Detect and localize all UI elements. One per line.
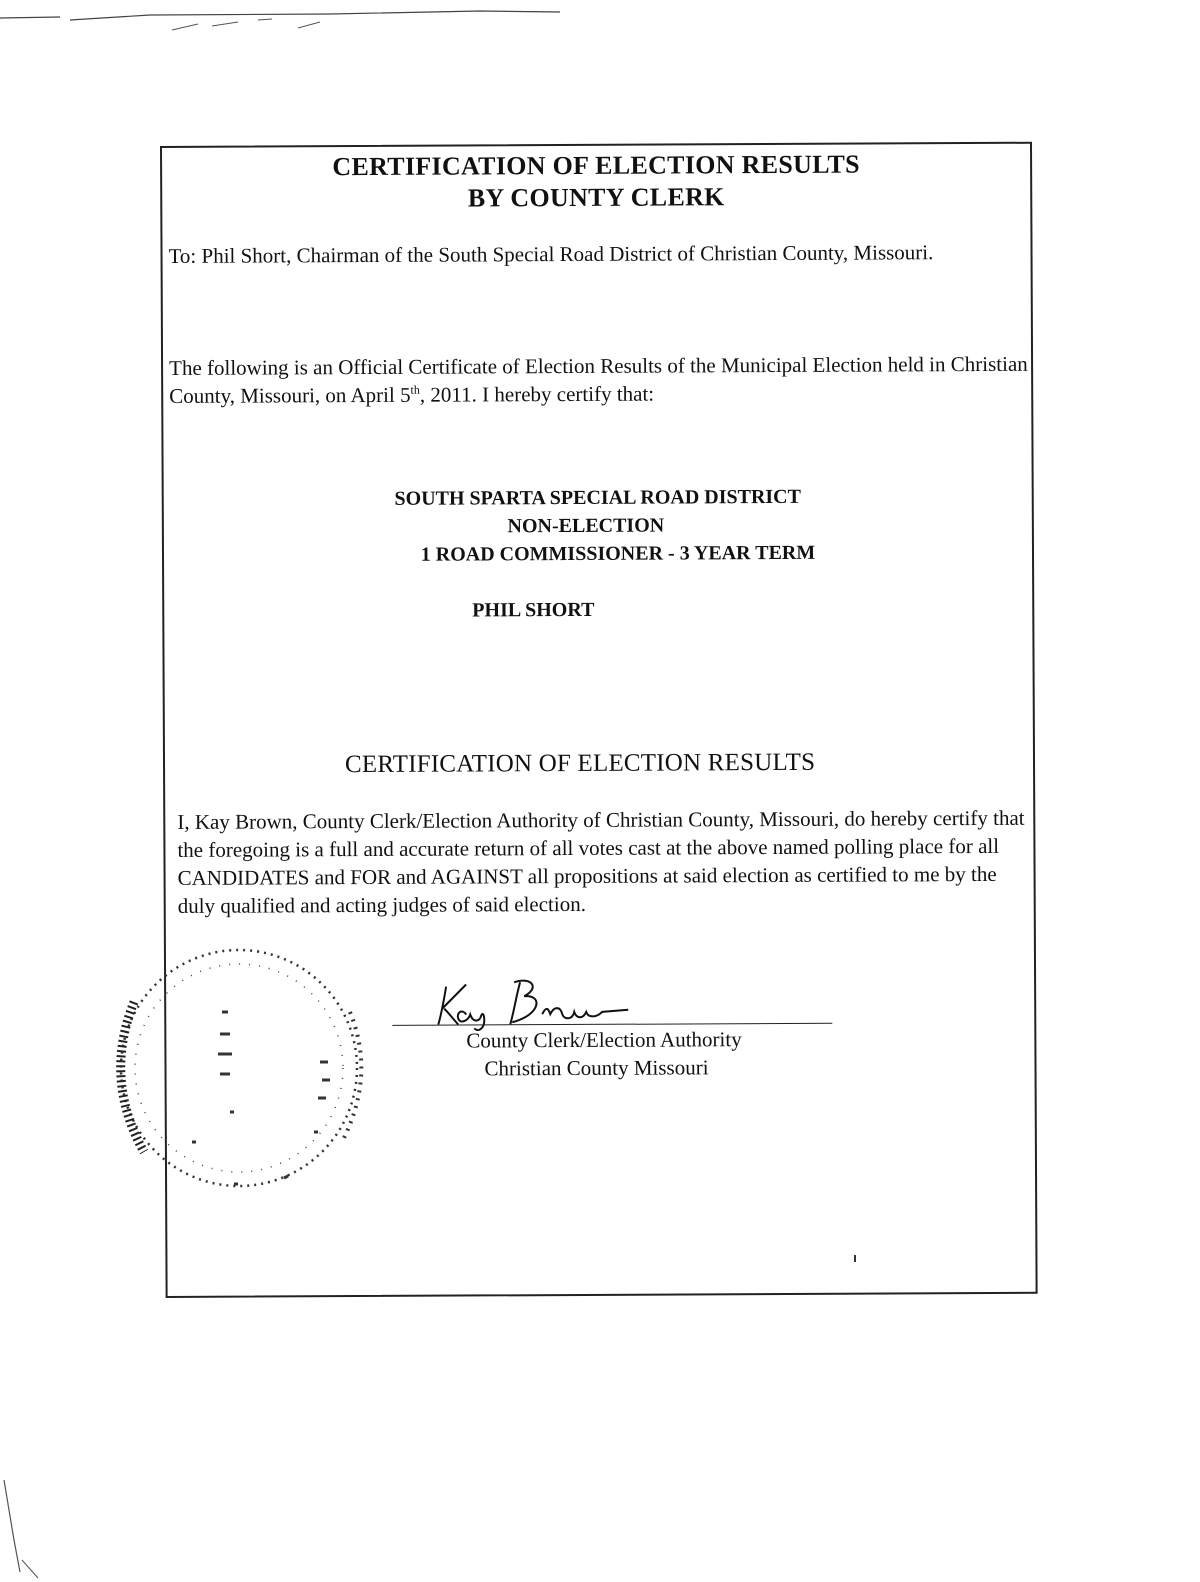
intro-superscript: th <box>410 382 420 397</box>
signer-title: County Clerk/Election Authority <box>466 1027 742 1053</box>
intro-text-end: , 2011. I hereby certify that: <box>419 381 655 407</box>
candidate-name: PHIL SHORT <box>472 598 595 622</box>
contest-block <box>164 482 1032 570</box>
signer-county: Christian County Missouri <box>484 1055 709 1081</box>
certification-paragraph: I, Kay Brown, County Clerk/Election Authority of Christian County, Missouri, do hereby certify that the foregoing is a full and accurate return of all votes cast at the above named polling place for all CANDIDATES and FOR and AGAINST all propositions at said election as certified to me by the duly qualified and acting judges of said election. <box>177 805 1025 918</box>
district-name: SOUTH SPARTA SPECIAL ROAD DISTRICT <box>394 485 801 510</box>
embossed-county-seal-icon <box>104 942 374 1202</box>
title-line-2: BY COUNTY CLERK <box>467 182 725 213</box>
title-line-1: CERTIFICATION OF ELECTION RESULTS <box>332 149 860 182</box>
intro-paragraph <box>169 350 1029 410</box>
section-subtitle: CERTIFICATION OF ELECTION RESULTS <box>344 748 816 779</box>
addressee-paragraph: To: Phil Short, Chairman of the South Special Road District of Christian County, Missouri. <box>168 240 934 268</box>
document-title <box>162 148 1030 216</box>
election-type: NON-ELECTION <box>507 514 665 538</box>
office-name: 1 ROAD COMMISSIONER - 3 YEAR TERM <box>420 541 816 566</box>
signature-block <box>392 973 833 1095</box>
intro-text: The following is an Official Certificate of Election Results of the Municipal Election held in Christian County, Missouri, on April 5 <box>169 351 1028 408</box>
